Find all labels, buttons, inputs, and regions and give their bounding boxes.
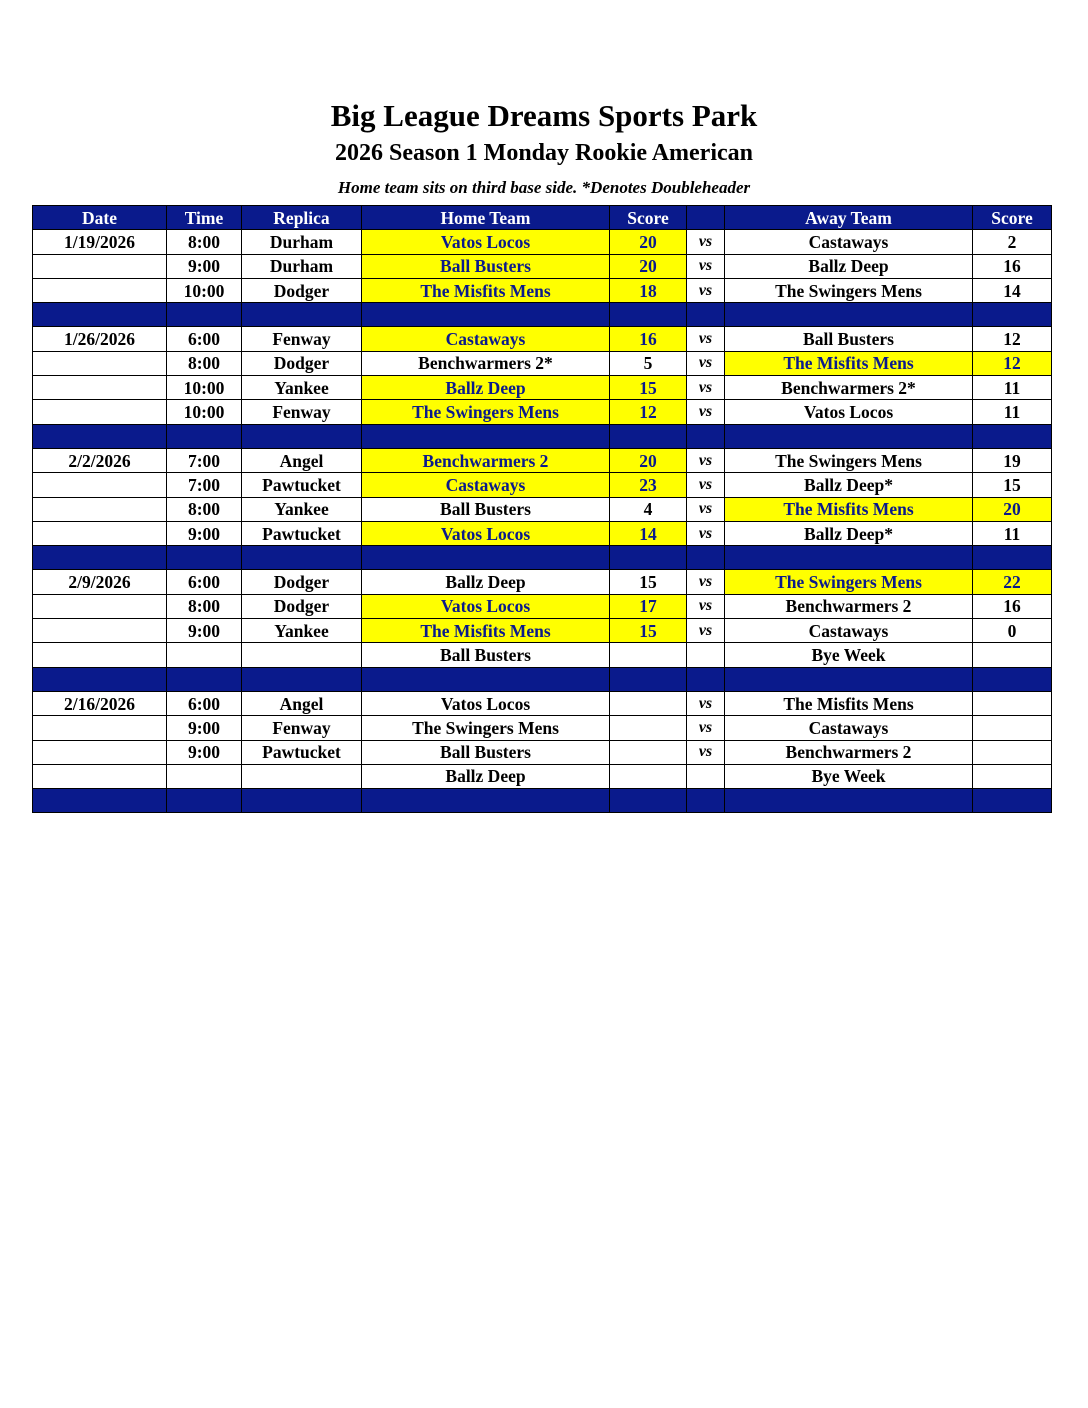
home-team-cell: Ball Busters <box>362 254 610 278</box>
home-score-cell <box>610 764 687 788</box>
vs-cell: vs <box>687 327 725 351</box>
away-team-cell: Bye Week <box>725 764 973 788</box>
time-cell: 9:00 <box>167 740 242 764</box>
home-score-cell: 15 <box>610 570 687 594</box>
separator-cell <box>610 789 687 813</box>
separator-cell <box>242 667 362 691</box>
separator-cell <box>242 303 362 327</box>
home-score-cell: 20 <box>610 230 687 254</box>
separator-cell <box>610 303 687 327</box>
date-cell <box>33 643 167 667</box>
time-cell: 10:00 <box>167 376 242 400</box>
separator-cell <box>973 303 1052 327</box>
separator-cell <box>362 789 610 813</box>
away-score-cell: 11 <box>973 376 1052 400</box>
home-team-cell: Ball Busters <box>362 643 610 667</box>
replica-cell <box>242 764 362 788</box>
away-score-cell <box>973 716 1052 740</box>
col-header-away-score: Score <box>973 206 1052 230</box>
separator-cell <box>687 546 725 570</box>
away-team-cell: The Misfits Mens <box>725 497 973 521</box>
home-score-cell <box>610 691 687 715</box>
col-header-time: Time <box>167 206 242 230</box>
away-team-cell: Ballz Deep* <box>725 473 973 497</box>
page-title: Big League Dreams Sports Park <box>330 98 758 133</box>
time-cell: 6:00 <box>167 691 242 715</box>
home-score-cell: 5 <box>610 351 687 375</box>
separator-cell <box>167 546 242 570</box>
game-row <box>33 764 1052 788</box>
away-score-cell: 22 <box>973 570 1052 594</box>
separator-cell <box>33 424 167 448</box>
replica-cell: Fenway <box>242 716 362 740</box>
game-row <box>33 278 1052 302</box>
separator-cell <box>167 667 242 691</box>
date-cell <box>33 764 167 788</box>
away-score-cell: 16 <box>973 594 1052 618</box>
away-team-cell: The Swingers Mens <box>725 570 973 594</box>
time-cell: 8:00 <box>167 230 242 254</box>
home-score-cell: 20 <box>610 254 687 278</box>
time-cell: 7:00 <box>167 448 242 472</box>
game-row <box>33 594 1052 618</box>
date-cell: 2/9/2026 <box>33 570 167 594</box>
away-team-cell: The Swingers Mens <box>725 278 973 302</box>
vs-cell: vs <box>687 497 725 521</box>
date-cell <box>33 619 167 643</box>
away-team-cell: Ball Busters <box>725 327 973 351</box>
vs-cell: vs <box>687 254 725 278</box>
vs-cell <box>687 643 725 667</box>
separator-cell <box>687 424 725 448</box>
date-cell <box>33 400 167 424</box>
away-score-cell: 20 <box>973 497 1052 521</box>
vs-cell <box>687 764 725 788</box>
vs-cell: vs <box>687 619 725 643</box>
away-score-cell <box>973 740 1052 764</box>
home-team-cell: The Swingers Mens <box>362 716 610 740</box>
home-team-cell: Vatos Locos <box>362 230 610 254</box>
time-cell: 6:00 <box>167 327 242 351</box>
separator-cell <box>33 303 167 327</box>
replica-cell: Pawtucket <box>242 473 362 497</box>
schedule-table <box>32 205 1052 813</box>
time-cell: 9:00 <box>167 521 242 545</box>
date-cell: 1/26/2026 <box>33 327 167 351</box>
replica-cell: Angel <box>242 448 362 472</box>
time-cell: 9:00 <box>167 254 242 278</box>
away-score-cell: 15 <box>973 473 1052 497</box>
game-row <box>33 740 1052 764</box>
col-header-replica: Replica <box>242 206 362 230</box>
date-cell: 2/2/2026 <box>33 448 167 472</box>
vs-cell: vs <box>687 351 725 375</box>
away-score-cell: 11 <box>973 521 1052 545</box>
time-cell: 9:00 <box>167 619 242 643</box>
game-row <box>33 376 1052 400</box>
separator-cell <box>973 424 1052 448</box>
home-score-cell: 12 <box>610 400 687 424</box>
home-team-cell: Castaways <box>362 473 610 497</box>
away-score-cell: 12 <box>973 327 1052 351</box>
home-score-cell: 23 <box>610 473 687 497</box>
game-row <box>33 716 1052 740</box>
replica-cell: Fenway <box>242 327 362 351</box>
away-team-cell: Benchwarmers 2 <box>725 740 973 764</box>
separator-cell <box>167 424 242 448</box>
away-team-cell: Ballz Deep <box>725 254 973 278</box>
game-row <box>33 254 1052 278</box>
separator-cell <box>167 303 242 327</box>
replica-cell: Pawtucket <box>242 740 362 764</box>
home-team-cell: Benchwarmers 2 <box>362 448 610 472</box>
week-separator-row <box>33 546 1052 570</box>
game-row <box>33 230 1052 254</box>
away-score-cell: 14 <box>973 278 1052 302</box>
home-team-cell: Castaways <box>362 327 610 351</box>
col-header-home-score: Score <box>610 206 687 230</box>
home-team-cell: The Misfits Mens <box>362 278 610 302</box>
week-separator-row <box>33 789 1052 813</box>
date-cell <box>33 497 167 521</box>
home-team-cell: Ball Busters <box>362 740 610 764</box>
week-separator-row <box>33 667 1052 691</box>
replica-cell: Yankee <box>242 497 362 521</box>
replica-cell: Pawtucket <box>242 521 362 545</box>
separator-cell <box>167 789 242 813</box>
game-row <box>33 521 1052 545</box>
game-row <box>33 448 1052 472</box>
time-cell: 7:00 <box>167 473 242 497</box>
replica-cell: Yankee <box>242 376 362 400</box>
home-team-cell: The Swingers Mens <box>362 400 610 424</box>
replica-cell: Dodger <box>242 278 362 302</box>
separator-cell <box>33 667 167 691</box>
vs-cell: vs <box>687 376 725 400</box>
home-score-cell: 15 <box>610 376 687 400</box>
away-team-cell: Benchwarmers 2* <box>725 376 973 400</box>
vs-cell: vs <box>687 570 725 594</box>
home-score-cell: 4 <box>610 497 687 521</box>
game-row <box>33 327 1052 351</box>
date-cell <box>33 254 167 278</box>
home-score-cell: 18 <box>610 278 687 302</box>
away-team-cell: The Misfits Mens <box>725 351 973 375</box>
separator-cell <box>725 667 973 691</box>
separator-cell <box>725 789 973 813</box>
date-cell <box>33 594 167 618</box>
time-cell: 10:00 <box>167 400 242 424</box>
replica-cell: Durham <box>242 230 362 254</box>
game-row <box>33 400 1052 424</box>
separator-cell <box>687 667 725 691</box>
away-team-cell: Benchwarmers 2 <box>725 594 973 618</box>
header-row <box>33 206 1052 230</box>
separator-cell <box>362 424 610 448</box>
game-row <box>33 497 1052 521</box>
date-cell: 2/16/2026 <box>33 691 167 715</box>
schedule-body <box>33 230 1052 813</box>
game-row <box>33 570 1052 594</box>
col-header-date: Date <box>33 206 167 230</box>
time-cell: 8:00 <box>167 594 242 618</box>
col-header-vs <box>687 206 725 230</box>
date-cell <box>33 716 167 740</box>
time-cell: 10:00 <box>167 278 242 302</box>
away-team-cell: The Swingers Mens <box>725 448 973 472</box>
home-score-cell: 17 <box>610 594 687 618</box>
replica-cell: Angel <box>242 691 362 715</box>
col-header-away-team: Away Team <box>725 206 973 230</box>
vs-cell: vs <box>687 594 725 618</box>
away-score-cell <box>973 691 1052 715</box>
date-cell <box>33 473 167 497</box>
away-team-cell: Ballz Deep* <box>725 521 973 545</box>
vs-cell: vs <box>687 691 725 715</box>
home-score-cell <box>610 643 687 667</box>
away-team-cell: Vatos Locos <box>725 400 973 424</box>
week-separator-row <box>33 424 1052 448</box>
col-header-home-team: Home Team <box>362 206 610 230</box>
away-team-cell: Castaways <box>725 619 973 643</box>
vs-cell: vs <box>687 521 725 545</box>
date-cell <box>33 376 167 400</box>
home-score-cell <box>610 740 687 764</box>
time-cell: 8:00 <box>167 351 242 375</box>
home-team-cell: Ballz Deep <box>362 570 610 594</box>
home-team-cell: Vatos Locos <box>362 594 610 618</box>
date-cell: 1/19/2026 <box>33 230 167 254</box>
vs-cell: vs <box>687 740 725 764</box>
vs-cell: vs <box>687 230 725 254</box>
separator-cell <box>973 546 1052 570</box>
away-team-cell: Castaways <box>725 716 973 740</box>
vs-cell: vs <box>687 716 725 740</box>
home-team-cell: Vatos Locos <box>362 691 610 715</box>
home-team-cell: The Misfits Mens <box>362 619 610 643</box>
home-team-cell: Ballz Deep <box>362 376 610 400</box>
separator-cell <box>725 546 973 570</box>
home-team-cell: Vatos Locos <box>362 521 610 545</box>
date-cell <box>33 278 167 302</box>
separator-cell <box>610 546 687 570</box>
away-team-cell: Bye Week <box>725 643 973 667</box>
time-cell: 9:00 <box>167 716 242 740</box>
replica-cell: Yankee <box>242 619 362 643</box>
away-score-cell <box>973 643 1052 667</box>
away-score-cell: 16 <box>973 254 1052 278</box>
season-subtitle: 2026 Season 1 Monday Rookie American <box>334 140 753 166</box>
home-score-cell: 14 <box>610 521 687 545</box>
separator-cell <box>33 789 167 813</box>
vs-cell: vs <box>687 400 725 424</box>
separator-cell <box>725 424 973 448</box>
week-separator-row <box>33 303 1052 327</box>
time-cell <box>167 764 242 788</box>
vs-cell: vs <box>687 473 725 497</box>
separator-cell <box>33 546 167 570</box>
separator-cell <box>610 424 687 448</box>
home-team-cell: Benchwarmers 2* <box>362 351 610 375</box>
time-cell <box>167 643 242 667</box>
game-row <box>33 619 1052 643</box>
separator-cell <box>362 667 610 691</box>
away-score-cell: 12 <box>973 351 1052 375</box>
replica-cell: Dodger <box>242 351 362 375</box>
replica-cell: Fenway <box>242 400 362 424</box>
replica-cell <box>242 643 362 667</box>
game-row <box>33 691 1052 715</box>
away-team-cell: The Misfits Mens <box>725 691 973 715</box>
separator-cell <box>973 667 1052 691</box>
replica-cell: Dodger <box>242 570 362 594</box>
home-score-cell: 15 <box>610 619 687 643</box>
away-score-cell: 11 <box>973 400 1052 424</box>
separator-cell <box>725 303 973 327</box>
game-row <box>33 473 1052 497</box>
game-row <box>33 643 1052 667</box>
date-cell <box>33 521 167 545</box>
away-score-cell: 19 <box>973 448 1052 472</box>
replica-cell: Durham <box>242 254 362 278</box>
separator-cell <box>242 546 362 570</box>
vs-cell: vs <box>687 448 725 472</box>
separator-cell <box>610 667 687 691</box>
away-score-cell <box>973 764 1052 788</box>
date-cell <box>33 740 167 764</box>
vs-cell: vs <box>687 278 725 302</box>
away-team-cell: Castaways <box>725 230 973 254</box>
time-cell: 6:00 <box>167 570 242 594</box>
separator-cell <box>242 789 362 813</box>
home-score-cell: 16 <box>610 327 687 351</box>
away-score-cell: 2 <box>973 230 1052 254</box>
separator-cell <box>242 424 362 448</box>
home-team-cell: Ballz Deep <box>362 764 610 788</box>
separator-cell <box>687 303 725 327</box>
separator-cell <box>687 789 725 813</box>
schedule-note: Home team sits on third base side. *Denotes Doubleheader <box>337 178 751 197</box>
separator-cell <box>973 789 1052 813</box>
replica-cell: Dodger <box>242 594 362 618</box>
separator-cell <box>362 303 610 327</box>
time-cell: 8:00 <box>167 497 242 521</box>
home-team-cell: Ball Busters <box>362 497 610 521</box>
away-score-cell: 0 <box>973 619 1052 643</box>
separator-cell <box>362 546 610 570</box>
game-row <box>33 351 1052 375</box>
home-score-cell <box>610 716 687 740</box>
date-cell <box>33 351 167 375</box>
home-score-cell: 20 <box>610 448 687 472</box>
